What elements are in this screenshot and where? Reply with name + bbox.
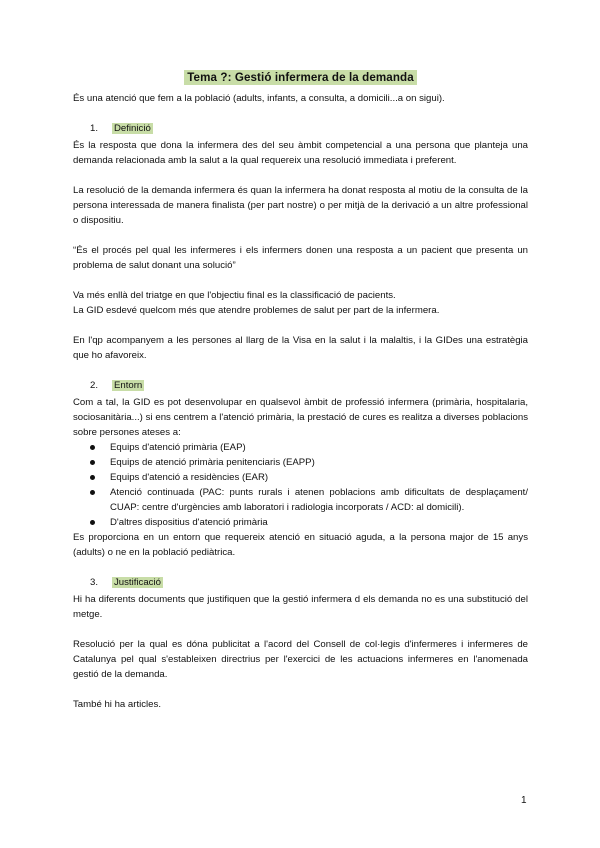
list-item: Atenció continuada (PAC: punts rurals i atenen poblacions amb dificultats de desplaçament/ CUAP: centre d'urgències amb laboratori i radiologia incorporats / ACD: al domicili). xyxy=(73,485,528,515)
section-heading-entorn xyxy=(73,378,528,393)
paragraph: Va més enllà del triatge en que l'objectiu final es la classificació de pacients. xyxy=(73,290,396,301)
paragraph: Es proporciona en un entorn que requereix atenció en situació aguda, a la persona major de 15 anys (adults) o ne en la població pediàtrica. xyxy=(73,532,528,558)
section-name: Definició xyxy=(114,123,151,134)
intro-paragraph: És una atenció que fem a la població (adults, infants, a consulta, a domicili...a on sigui). xyxy=(73,93,445,104)
section-name: Justificació xyxy=(114,577,161,588)
section-number: 1. xyxy=(90,123,99,134)
title-wrap xyxy=(73,70,528,85)
bullet-icon xyxy=(90,520,95,525)
section-number: 3. xyxy=(90,577,99,588)
paragraph: En l'qp acompanyem a les persones al llarg de la Visa en la salut i la malaltis, i la GIDes una estratègia que ho afavoreix. xyxy=(73,335,528,361)
document-body xyxy=(73,70,528,712)
section-heading-justificacio xyxy=(73,575,528,590)
list-item: Equips d'atenció primària (EAP) xyxy=(73,440,528,455)
bullet-list xyxy=(73,440,528,530)
bullet-icon xyxy=(90,460,95,465)
paragraph: També hi ha articles. xyxy=(73,699,161,710)
bullet-icon xyxy=(90,475,95,480)
quote-paragraph: “És el procés pel qual les infermeres i els infermers donen una resposta a un pacient que presenta un problema de salut donant una solució” xyxy=(73,245,528,271)
section-heading-definicio xyxy=(73,121,528,136)
list-item: D'altres dispositius d'atenció primària xyxy=(73,515,528,530)
page-title: Tema ?: Gestió infermera de la demanda xyxy=(184,70,417,85)
paragraph: La GID esdevé quelcom més que atendre problemes de salut per part de la infermera. xyxy=(73,305,440,316)
paragraph: És la resposta que dona la infermera des del seu àmbit competencial a una persona que planteja una demanda relacionada amb la salut a la qual requereix una resolució immediata i preferent. xyxy=(73,140,528,166)
section-number: 2. xyxy=(90,380,99,391)
bullet-icon xyxy=(90,445,95,450)
list-item: Equips de atenció primària penitenciaris (EAPP) xyxy=(73,455,528,470)
paragraph: Com a tal, la GID es pot desenvolupar en qualsevol àmbit de professió infermera (primària, hospitalaria, sociosanitària...) si ens centrem a l'atenció primària, la prestació de cures es realitza a diverses poblacions sobre persones ateses a: xyxy=(73,397,528,438)
paragraph: Hi ha diferents documents que justifiquen que la gestió infermera d els demanda no es una substitució del metge. xyxy=(73,594,528,620)
list-item: Equips d'atenció a residències (EAR) xyxy=(73,470,528,485)
page-number: 1 xyxy=(521,795,527,806)
section-name: Entorn xyxy=(114,380,143,391)
bullet-icon xyxy=(90,490,95,495)
paragraph: La resolució de la demanda infermera és quan la infermera ha donat resposta al motiu de la consulta de la persona interessada de manera finalista (per part nostre) o per mitjà de la derivació a un altre professional o dispositiu. xyxy=(73,185,528,226)
paragraph: Resolució per la qual es dóna publicitat a l'acord del Consell de col·legis d'infermeres i infermeres de Catalunya pel qual s'estableixen directrius per l'exercici de les actuacions infermeres en l'anomenada gestió de la demanda. xyxy=(73,639,528,680)
